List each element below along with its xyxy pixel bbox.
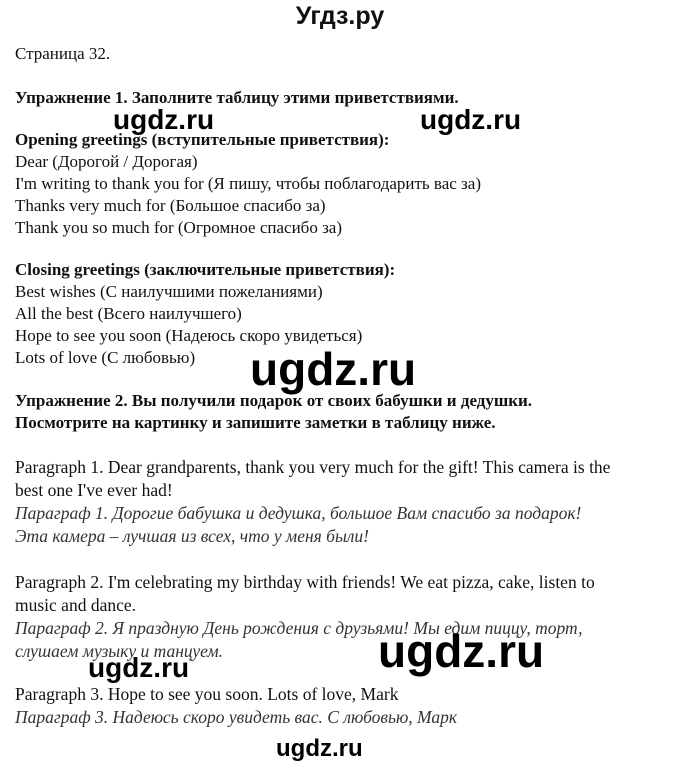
watermark: ugdz.ru xyxy=(250,343,417,395)
exercise2-heading: Посмотрите на картинку и запишите заметки в таблицу ниже. xyxy=(15,413,496,432)
paragraph1-en: Paragraph 1. Dear grandparents, thank you very much for the gift! This camera is the xyxy=(15,457,611,477)
exercise1-heading: Упражнение 1. Заполните таблицу этими приветствиями. xyxy=(15,88,459,107)
paragraph3-en: Paragraph 3. Hope to see you soon. Lots of love, Mark xyxy=(15,684,399,704)
paragraph1-en: best one I've ever had! xyxy=(15,480,173,500)
closing-greeting-item: Lots of love (С любовью) xyxy=(15,348,196,367)
closing-greetings-title: Closing greetings (заключительные приветствия): xyxy=(15,260,396,279)
paragraph1-ru: Эта камера – лучшая из всех, что у меня были! xyxy=(15,526,370,546)
site-title: Угдз.ру xyxy=(295,2,385,30)
paragraph3-ru: Параграф 3. Надеюсь скоро увидеть вас. С любовью, Марк xyxy=(15,707,458,727)
opening-greeting-item: Thank you so much for (Огромное спасибо за) xyxy=(15,218,342,237)
opening-greeting-item: Thanks very much for (Большое спасибо за) xyxy=(15,196,326,215)
watermark: ugdz.ru xyxy=(113,104,215,135)
page-label: Страница 32. xyxy=(15,44,111,63)
opening-greeting-item: I'm writing to thank you for (Я пишу, чтобы поблагодарить вас за) xyxy=(15,174,481,193)
paragraph2-ru: слушаем музыку и танцуем. xyxy=(15,641,224,661)
opening-greetings-title: Opening greetings (вступительные приветствия): xyxy=(15,130,390,149)
watermark: ugdz.ru xyxy=(378,625,545,677)
closing-greeting-item: Best wishes (С наилучшими пожеланиями) xyxy=(15,282,323,301)
paragraph2-en: Paragraph 2. I'm celebrating my birthday with friends! We eat pizza, cake, listen to xyxy=(15,572,595,592)
paragraph2-en: music and dance. xyxy=(15,595,136,615)
opening-greeting-item: Dear (Дорогой / Дорогая) xyxy=(15,152,198,171)
exercise2-heading: Упражнение 2. Вы получили подарок от своих бабушки и дедушки. xyxy=(15,391,533,410)
closing-greeting-item: All the best (Всего наилучшего) xyxy=(15,304,242,323)
watermark: ugdz.ru xyxy=(88,652,190,683)
watermark: ugdz.ru xyxy=(276,735,363,762)
watermark: ugdz.ru xyxy=(420,104,522,135)
paragraph1-ru: Параграф 1. Дорогие бабушка и дедушка, большое Вам спасибо за подарок! xyxy=(15,503,582,523)
closing-greeting-item: Hope to see you soon (Надеюсь скоро увидеться) xyxy=(15,326,363,345)
paragraph2-ru: Параграф 2. Я праздную День рождения с друзьями! Мы едим пиццу, торт, xyxy=(15,618,583,638)
